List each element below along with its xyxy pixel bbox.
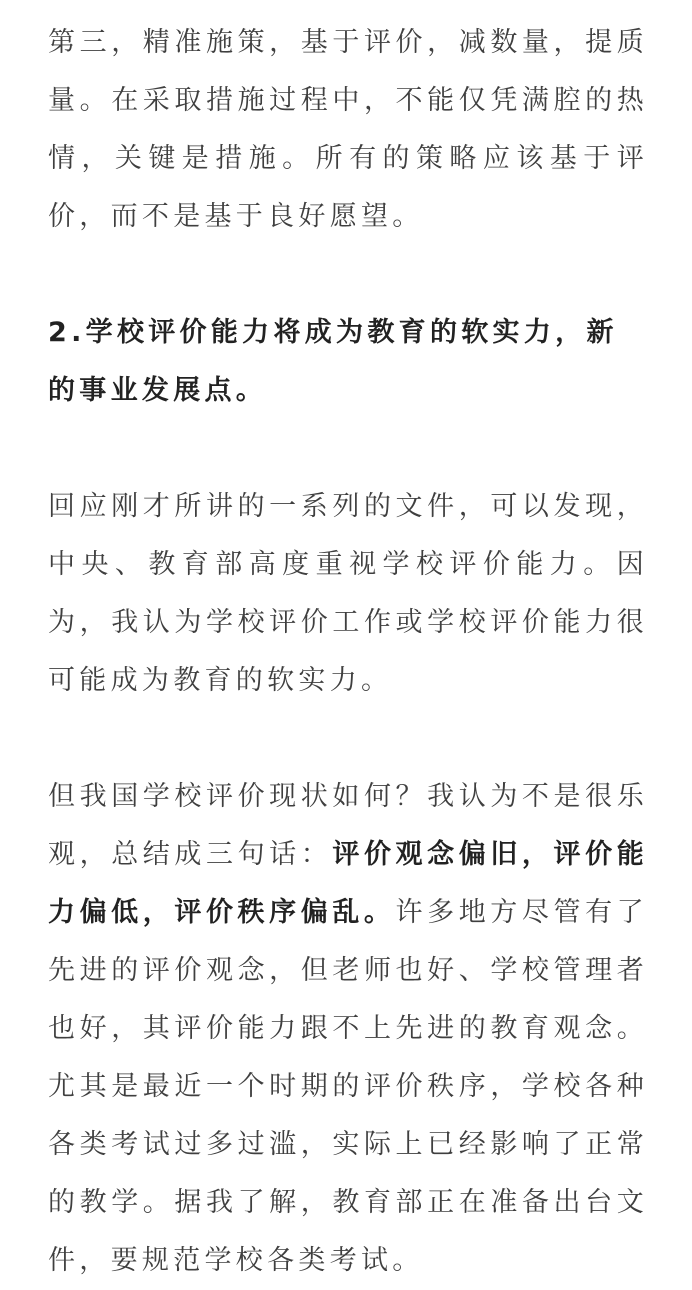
evaluation-status-detail: 许多地方尽管有了先进的评价观念，但老师也好、学校管理者也好，其评价能力跟不上先进的教育观念。尤其是最近一个时期的评价秩序，学校各种各类考试过多过滥，实际上已经影响了正常的教学。据我了解，教育部正在准备出台文件，要规范学校各类考试。 (48, 897, 648, 1276)
evaluation-status-intro: 但我国学校评价现状如何？我认为不是很乐观，总结成三句话： (48, 781, 648, 870)
section-heading: 2.学校评价能力将成为教育的软实力，新的事业发展点。 (48, 317, 618, 406)
paragraph-gap (48, 710, 648, 768)
paragraph-evaluation-status (48, 768, 648, 1290)
paragraph-gap (48, 420, 648, 478)
paragraph-documents: 回应刚才所讲的一系列的文件，可以发现，中央、教育部高度重视学校评价能力。因为，我认为学校评价工作或学校评价能力很可能成为教育的软实力。 (48, 491, 648, 696)
evaluation-status-summary: 评价观念偏旧，评价能力偏低，评价秩序偏乱。 (48, 839, 649, 928)
paragraph-precise-measures: 第三，精准施策，基于评价，减数量，提质量。在采取措施过程中，不能仅凭满腔的热情，关键是措施。所有的策略应该基于评价，而不是基于良好愿望。 (48, 27, 648, 232)
article-body (48, 14, 648, 1290)
paragraph-gap (48, 246, 648, 304)
